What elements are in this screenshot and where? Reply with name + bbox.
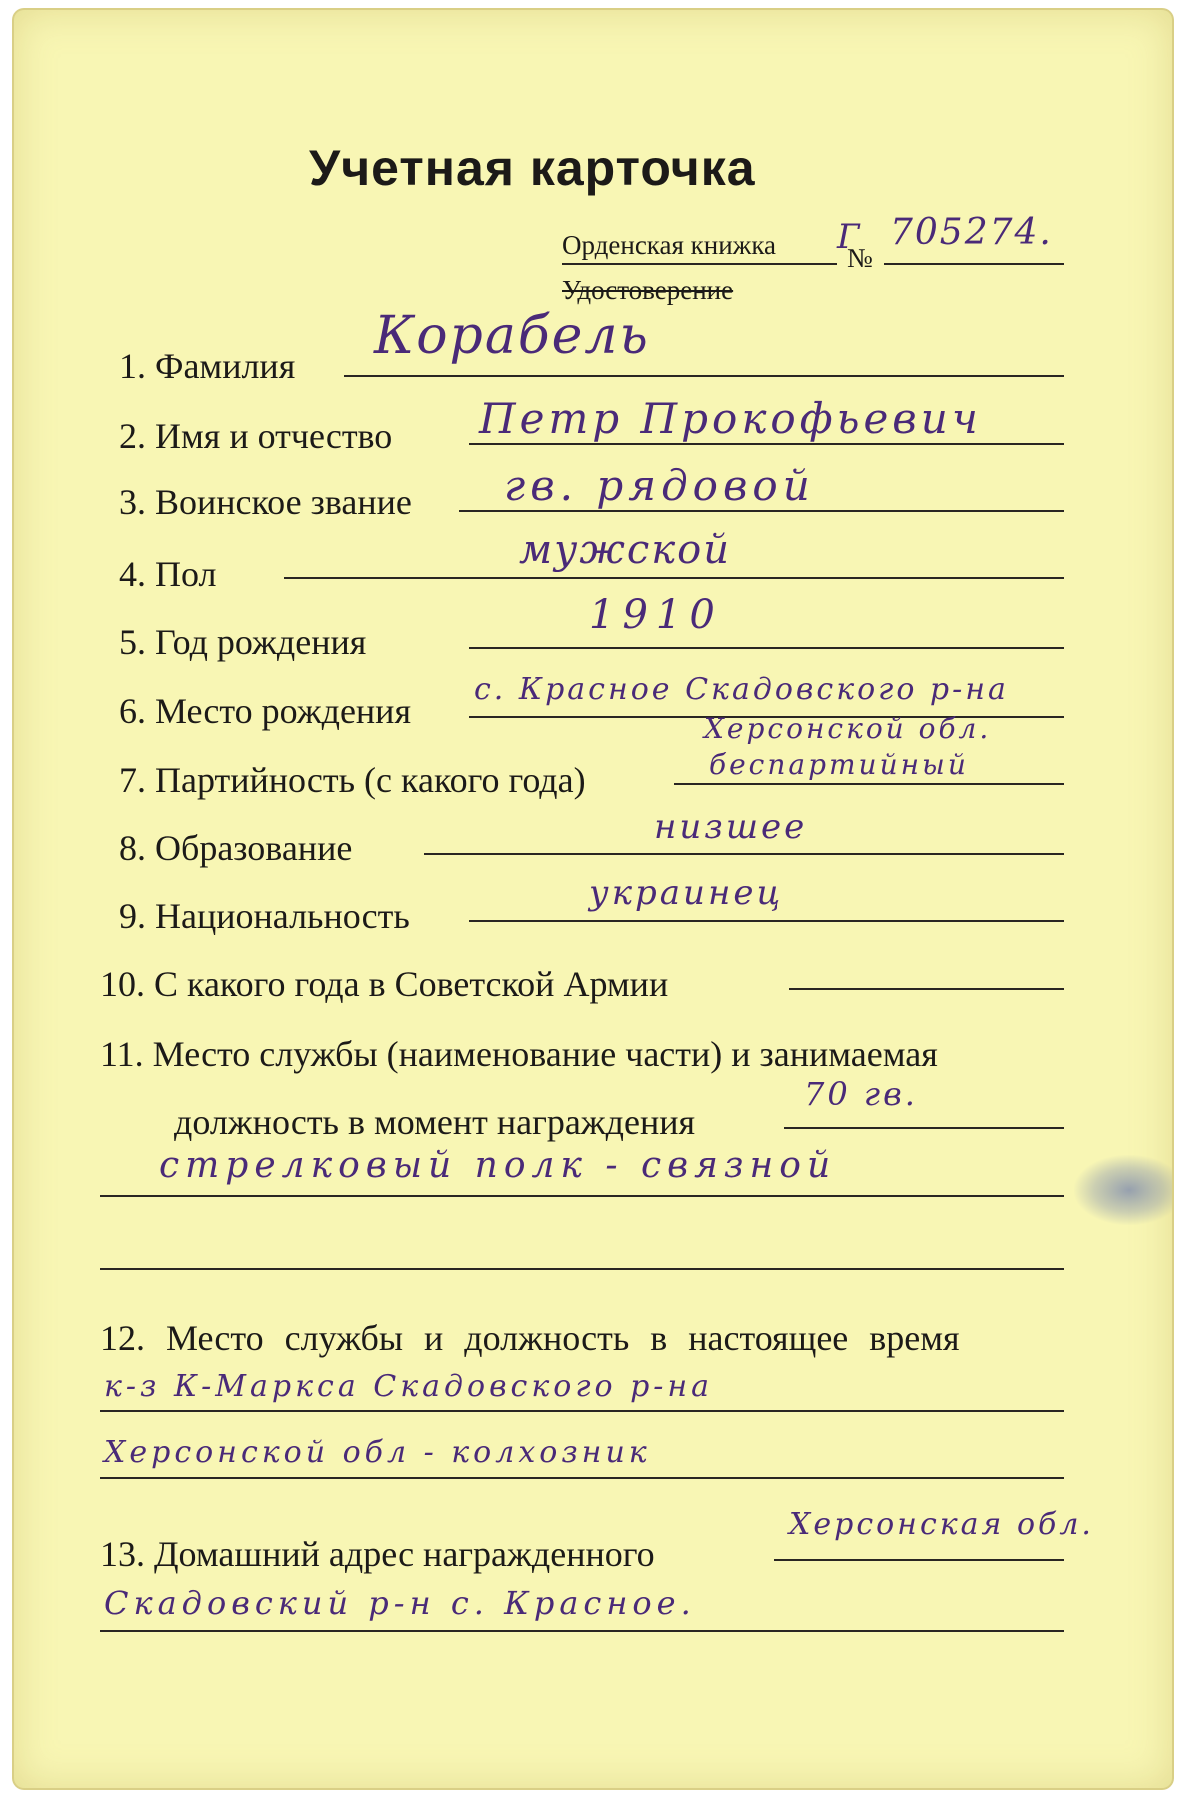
- field-value-nationality: украинец: [589, 873, 784, 913]
- field-line-current-service-2: [100, 1477, 1064, 1479]
- field-label-party: 7. Партийность (с какого года): [119, 760, 586, 800]
- field-line-home-address-1: [774, 1559, 1064, 1561]
- field-label-current-service: 12. Место службы и должность в настоящее время: [100, 1318, 960, 1358]
- number-underline: [884, 263, 1064, 265]
- order-book-series: Г: [837, 217, 862, 257]
- field-line-service-2: [100, 1195, 1064, 1197]
- field-label-home-address: 13. Домашний адрес награжденного: [100, 1534, 655, 1574]
- field-line-birth-year: [469, 647, 1064, 649]
- field-line-rank: [459, 510, 1064, 512]
- field-value-current-service: к-з К-Маркса Скадовского р-на: [104, 1369, 714, 1404]
- field-label-birthplace: 6. Место рождения: [119, 691, 412, 731]
- field-label-rank: 3. Воинское звание: [119, 482, 412, 522]
- certificate-label: Удостоверение: [562, 275, 734, 305]
- field-value-birth-year: 1910: [589, 592, 723, 638]
- field-line-name: [469, 443, 1064, 445]
- field-value-birthplace: с. Красное Скадовского р-на: [474, 672, 1009, 707]
- field-value-unit: стрелковый полк - связной: [159, 1145, 837, 1186]
- field-value-sex: мужской: [519, 527, 731, 573]
- field-value-name: Петр Прокофьевич: [479, 394, 982, 443]
- field-label-surname: 1. Фамилия: [119, 346, 296, 386]
- field-line-surname: [344, 375, 1064, 377]
- field-line-education: [424, 853, 1064, 855]
- field-value-education: низшее: [654, 807, 808, 847]
- field-line-service-position: [784, 1127, 1064, 1129]
- order-book-underline: [562, 263, 837, 265]
- field-value-unit-number: 70 гв.: [804, 1075, 918, 1113]
- record-card: [14, 10, 1172, 1788]
- field-line-army-since: [789, 988, 1064, 990]
- order-book-number: 705274.: [890, 212, 1053, 253]
- field-value-surname: Корабель: [374, 306, 650, 366]
- field-label-army-since: 10. С какого года в Советской Армии: [100, 964, 669, 1004]
- field-line-home-address-2: [100, 1630, 1064, 1632]
- order-book-label: Орденская книжка: [562, 230, 777, 260]
- field-line-sex: [284, 577, 1064, 579]
- field-label-service-place: 11. Место службы (наименование части) и занимаемая: [100, 1034, 938, 1074]
- field-label-nationality: 9. Национальность: [119, 896, 410, 936]
- field-value-party: беспартийный: [709, 748, 969, 781]
- field-value-home-address-2: Скадовский р-н с. Красное.: [104, 1584, 696, 1622]
- field-label-sex: 4. Пол: [119, 554, 217, 594]
- number-sign: №: [847, 243, 873, 273]
- field-label-birth-year: 5. Год рождения: [119, 622, 367, 662]
- field-line-service-3: [100, 1268, 1064, 1270]
- field-label-name: 2. Имя и отчество: [119, 416, 393, 456]
- field-value-home-address: Херсонская обл.: [789, 1507, 1094, 1542]
- field-label-education: 8. Образование: [119, 828, 353, 868]
- field-value-birthplace-region: Херсонской обл.: [704, 712, 992, 745]
- field-value-rank: гв. рядовой: [504, 461, 815, 510]
- card-title: Учетная карточка: [309, 140, 756, 196]
- field-line-nationality: [469, 920, 1064, 922]
- field-line-party: [674, 783, 1064, 785]
- field-line-current-service-1: [100, 1410, 1064, 1412]
- field-value-current-service-2: Херсонской обл - колхозник: [104, 1435, 651, 1470]
- field-label-service-position: должность в момент награждения: [174, 1102, 696, 1142]
- ink-blot: [1074, 1155, 1172, 1225]
